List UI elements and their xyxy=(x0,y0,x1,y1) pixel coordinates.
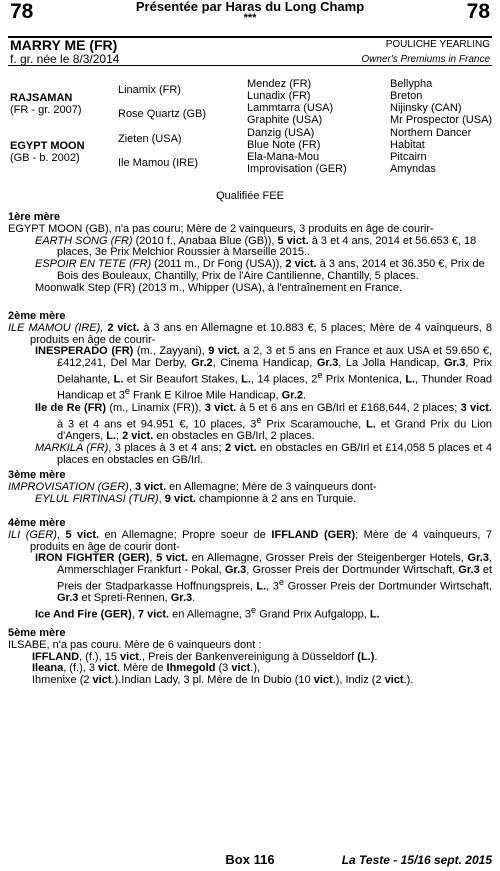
first-dam-produce-2: ESPOIR EN TETE (FR) (2011 m., Dr Fong (USA)), 2 vict. à 3 ans, 2014 et 36.350 €, Prix de Bois des Bouleaux, Chantilly, Prix de l'Aire Cantilienne, Chantilly, 5 places. xyxy=(35,258,485,282)
fifth-dam-title: 5ème mère xyxy=(8,627,66,639)
pedigree-gen4-1: Breton xyxy=(390,90,423,102)
sale-info: La Teste - 15/16 sept. 2015 xyxy=(341,853,492,867)
second-dam-section xyxy=(8,311,492,467)
box-number: Box 116 xyxy=(225,852,275,867)
third-dam-section xyxy=(8,470,492,505)
third-dam-summary: IMPROVISATION (GER), 3 vict. en Allemagne; Mère de 3 vainqueurs dont- xyxy=(8,480,377,493)
pedigree-gen3-0: Mendez (FR) xyxy=(247,78,312,90)
first-dam-produce-3: Moonwalk Step (FR) (2013 m., Whipper (USA), à l'entraînement en France. xyxy=(35,281,403,294)
fourth-dam-produce-2: Ice And Fire (GER), 7 vict. en Allemagne, 3e Grand Prix Aufgalopp, L. xyxy=(35,605,380,621)
horse-category: POULICHE YEARLING xyxy=(385,39,490,50)
pedigree-gen3-1: Lunadix (FR) xyxy=(247,90,311,102)
pedigree-gen4-6: Pitcairn xyxy=(390,151,427,163)
lot-number-left: 78 xyxy=(10,0,34,23)
pedigree-gen3-3: Graphite (USA) xyxy=(247,114,323,126)
pedigree-gen3-4: Danzig (USA) xyxy=(247,127,315,139)
fifth-dam-produce-3: Ihmenixe (2 vict.).Indian Lady, 3 pl. Mère de In Dubio (10 vict.), Indiz (2 vict.). xyxy=(32,674,414,687)
pedigree-dam-info: (GB - b. 2002) xyxy=(10,152,80,164)
consignor-stars: *** xyxy=(243,12,257,24)
third-dam-title: 3ème mère xyxy=(8,469,66,481)
second-dam-produce-1: INESPERADO (FR) (m., Zayyani), 9 vict. a 2, 3 et 5 ans en France et aux USA et 59.650 €, £412,241, Del Mar Derby, Gr.2, Cinema Handicap, Gr.3, La Jolla Handicap, Gr.3, Prix Delahante, L. et Sir Beaufort Stakes, L., 14 places, 2e Prix Montenica, L., Thunder Road Handicap et 3e Frank E Kilroe Mile Handicap, Gr.2. xyxy=(35,345,492,403)
pedigree-gen2-3: Ile Mamou (IRE) xyxy=(118,157,199,169)
owner-premium-note: Owner's Premiums in France xyxy=(361,54,490,65)
pedigree-gen3-5: Blue Note (FR) xyxy=(247,139,321,151)
pedigree-sire-info: (FR - gr. 2007) xyxy=(10,104,82,116)
lot-number-right: 78 xyxy=(466,0,490,23)
fourth-dam-section xyxy=(8,518,492,622)
pedigree-gen4-3: Mr Prospector (USA) xyxy=(390,114,493,126)
second-dam-summary: ILE MAMOU (IRE), 2 vict. à 3 ans en Allemagne et 10.883 €, 5 places; Mère de 4 vainqueurs, 8 produits en âge de courir- xyxy=(8,321,492,346)
first-dam-section xyxy=(8,212,492,295)
fifth-dam-section xyxy=(8,628,492,687)
first-dam-summary: EGYPT MOON (GB), n'a pas couru; Mère de 2 vainqueurs, 3 produits en âge de courir- xyxy=(8,222,434,235)
horse-birth: f. gr. née le 8/3/2014 xyxy=(10,52,120,66)
fourth-dam-summary: ILI (GER), 5 vict. en Allemagne; Propre soeur de IFFLAND (GER); Mère de 4 vainqueurs, 7 produits en âge de courir dont- xyxy=(8,528,493,553)
qualification-note: Qualifiée FEE xyxy=(216,190,284,202)
pedigree-gen3-6: Ela-Mana-Mou xyxy=(247,151,320,163)
pedigree-gen3-7: Improvisation (GER) xyxy=(247,163,347,175)
fifth-dam-produce-1: IFFLAND, (f.), 15 vict., Preis der Bankenvereinigung à Düsseldorf (L.). xyxy=(32,650,378,663)
pedigree-gen2-2: Zieten (USA) xyxy=(118,133,182,145)
third-dam-produce-1: EYLUL FIRTINASI (TUR), 9 vict. championne à 2 ans en Turquie. xyxy=(35,492,357,505)
first-dam-produce-1: EARTH SONG (FR) (2010 f., Anabaa Blue (GB)), 5 vict. à 3 et 4 ans, 2014 et 56.653 €, 18 places, 3e Prix Melchior Roussier à Marseille 2015.. xyxy=(35,234,477,259)
pedigree-gen4-0: Bellypha xyxy=(390,78,433,90)
first-dam-title: 1ère mère xyxy=(8,211,60,223)
second-dam-title: 2ème mère xyxy=(8,310,66,322)
second-dam-produce-2: Ile de Re (FR) (m., Linamix (FR)), 3 vict. à 5 et 6 ans en GB/Irl et £168,644, 2 places; 3 vict. à 3 et 4 ans et 94.951 €, 10 places, 3e Prix Scaramouche, L. et Grand Prix du Lion d'Angers, L.; 2 vict. en obstacles en GB/Irl, 2 places. xyxy=(35,401,492,443)
pedigree-sire-name: RAJSAMAN xyxy=(10,92,73,104)
pedigree-gen3-2: Lammtarra (USA) xyxy=(247,102,334,114)
fourth-dam-produce-1: IRON FIGHTER (GER), 5 vict. en Allemagne, Grosser Preis der Steigenberger Hotels, Gr.3, Ammerschlager Frankfurt - Pokal, Gr.3, Grosser Preis der Dortmunder Wirtschaft, Gr.3 et Preis der Stadparkasse Hoffnungspreis, L., 3e Grosser Preis der Dortmunder Wirtschaft, Gr.3 et Spreti-Rennen, Gr.3. xyxy=(35,552,493,605)
fifth-dam-summary: ILSABE, n'a pas couru. Mère de 6 vainqueurs dont : xyxy=(8,638,262,651)
fourth-dam-title: 4ème mère xyxy=(8,517,66,529)
second-dam-produce-3: MARKILA (FR), 3 places à 3 et 4 ans; 2 vict. en obstacles en GB/Irl et £14,058 5 places et 4 places en obstacles en GB/Irl. xyxy=(35,441,492,466)
horse-name: MARRY ME (FR) xyxy=(10,37,118,53)
fifth-dam-produce-2: Ileana, (f.), 3 vict. Mère de Ihmegold (3 vict.), xyxy=(32,662,261,675)
pedigree-gen4-7: Amyndas xyxy=(390,163,436,175)
consignor-title: Présentée par Haras du Long Champ xyxy=(135,0,365,14)
pedigree-dam-name: EGYPT MOON xyxy=(10,140,85,152)
pedigree-gen2-0: Linamix (FR) xyxy=(118,84,181,96)
pedigree-gen4-4: Northern Dancer xyxy=(390,127,472,139)
pedigree-gen4-2: Nijinsky (CAN) xyxy=(390,102,462,114)
pedigree-gen2-1: Rose Quartz (GB) xyxy=(118,108,207,120)
pedigree-gen4-5: Habitat xyxy=(390,139,425,151)
header-rule-bottom xyxy=(8,65,492,66)
